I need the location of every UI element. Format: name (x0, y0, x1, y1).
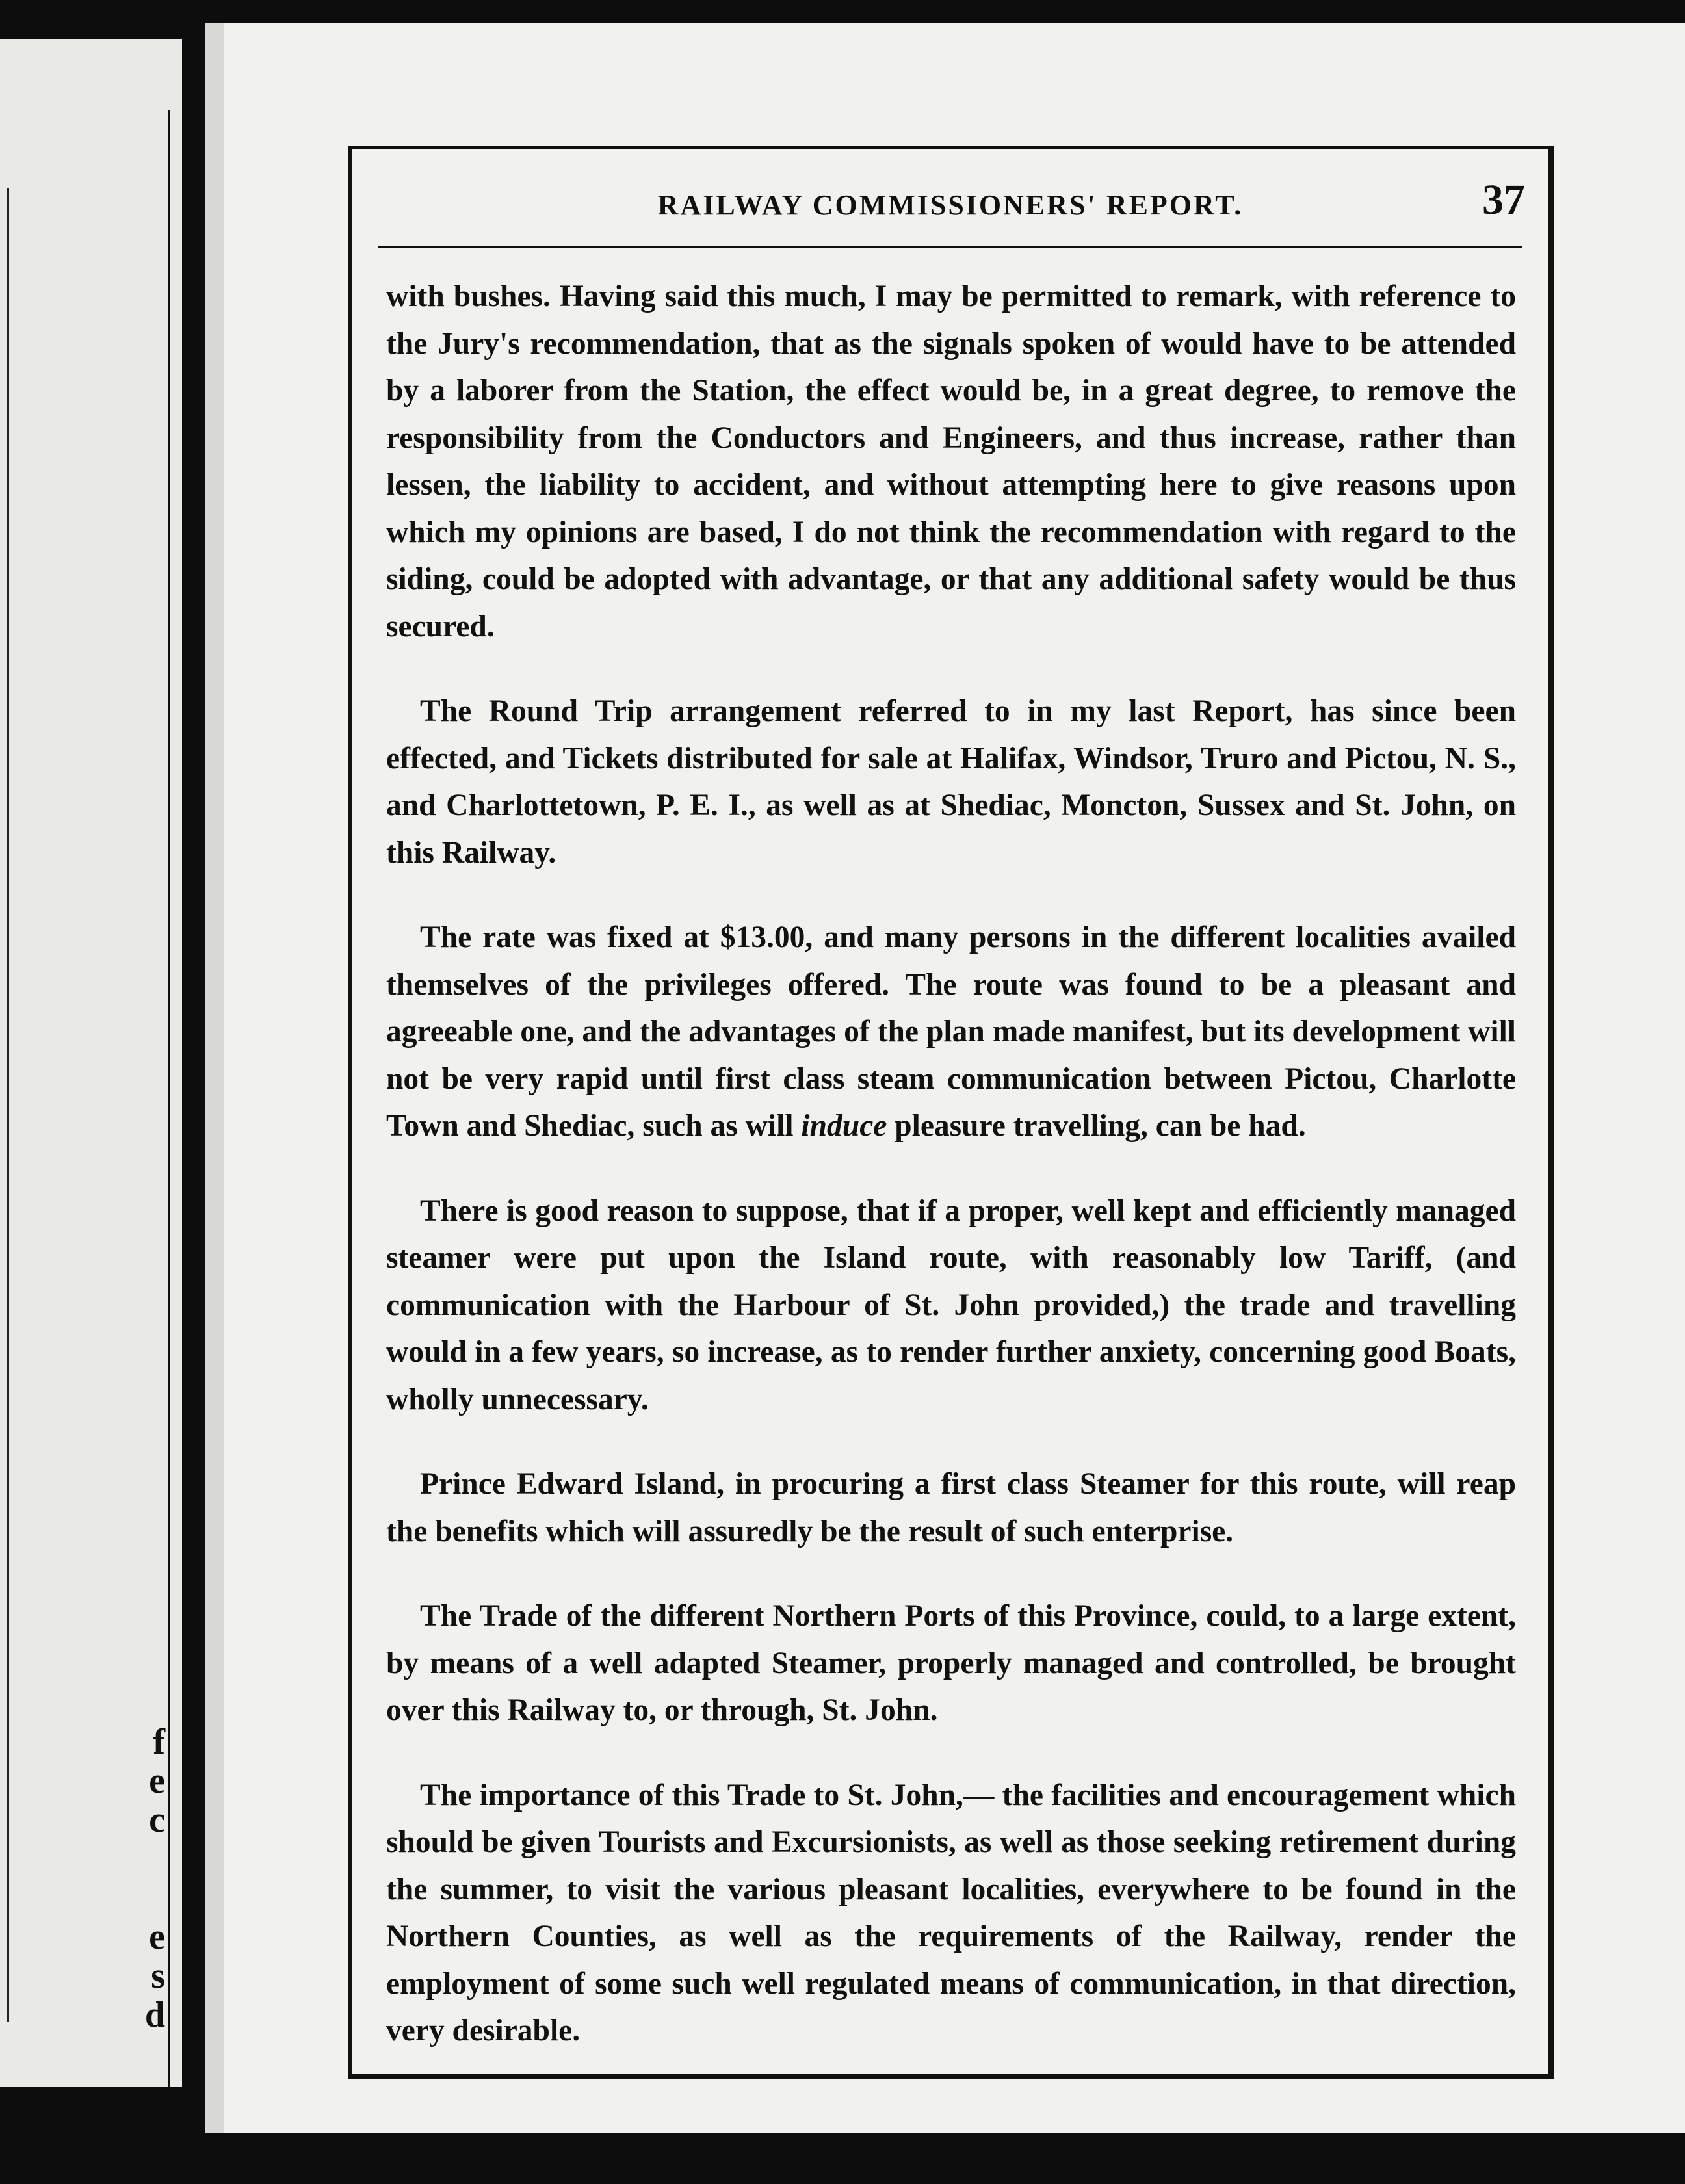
adjacent-char: e (149, 1917, 165, 1957)
paragraph-3-start: The rate was fixed at $13.00, and many persons in the different localities availed themselves of the privileges offered. The route was found to be a pleasant and agreeable one, and the advantages of the plan made manifest, but its development will not be very rapid until first class steam communication between Pictou, Charlotte Town and Shediac, such as will (386, 920, 1516, 1143)
page-spine-shadow (205, 23, 224, 2133)
adjacent-char: c (149, 1800, 165, 1840)
page-frame (348, 146, 1554, 2079)
paragraph-5: Prince Edward Island, in procuring a first class Steamer for this route, will reap the benefits which will assuredly be the result of such enterprise. (386, 1467, 1516, 1548)
paragraph-6: The Trade of the different Northern Ports of this Province, could, to a large extent, by means of a well adapted Steamer, properly managed and controlled, be brought over this Railway to, or through, St. John. (386, 1599, 1516, 1727)
page-number: 37 (1482, 176, 1525, 224)
paragraph-4: There is good reason to suppose, that if a proper, well kept and efficiently managed steamer were put upon the Island route, with reasonably low Tariff, (and communication with the Harbour of St. John provided,) the trade and travelling would in a few years, so increase, as to render further anxiety, concerning good Boats, wholly unnecessary. (386, 1193, 1516, 1416)
paragraph-3-end: pleasure travelling, can be had. (887, 1109, 1306, 1143)
adjacent-char: f (153, 1722, 165, 1762)
adjacent-page-border (168, 110, 170, 2086)
adjacent-char: s (151, 1956, 165, 1996)
running-title: RAILWAY COMMISSIONERS' REPORT. (657, 189, 1244, 221)
adjacent-char: d (144, 1995, 165, 2035)
adjacent-page-text (139, 1722, 165, 2034)
paragraph-3 (386, 914, 1516, 1150)
header-rule (378, 246, 1522, 248)
page-header (352, 176, 1548, 240)
paragraph-2: The Round Trip arrangement referred to in my last Report, has since been effected, and Tickets distributed for sale at Halifax, Windsor, Truro and Pictou, N. S., and Charlottetown, P. E. I., as well as at Shediac, Moncton, Sussex and St. John, on this Railway. (386, 694, 1516, 870)
paragraph-3-emphasis: induce (801, 1109, 887, 1143)
adjacent-page (0, 39, 182, 2086)
paragraph-1: with bushes. Having said this much, I may be permitted to remark, with reference to the Jury's recommendation, that as the signals spoken of would have to be attended by a laborer from the Station, the effect would be, in a great degree, to remove the responsibility from the Conductors and Engineers, and thus increase, rather than lessen, the liability to accident, and without attempting here to give reasons upon which my opinions are based, I do not think the recommendation with regard to the siding, could be adopted with advantage, or that any additional safety would be thus secured. (386, 280, 1516, 644)
adjacent-page-inner-border (7, 188, 9, 2022)
body-text (386, 273, 1516, 2092)
paragraph-7: The importance of this Trade to St. John,— the facilities and encouragement which should be given Tourists and Excursionists, as well as those seeking retirement during the summer, to visit the various pleasant localities, everywhere to be found in the Northern Counties, as well as the requirements of the Railway, render the employment of some such well regulated means of communication, in that direction, very desirable. (386, 1778, 1516, 2048)
report-page (205, 23, 1685, 2133)
adjacent-char: e (149, 1761, 165, 1801)
